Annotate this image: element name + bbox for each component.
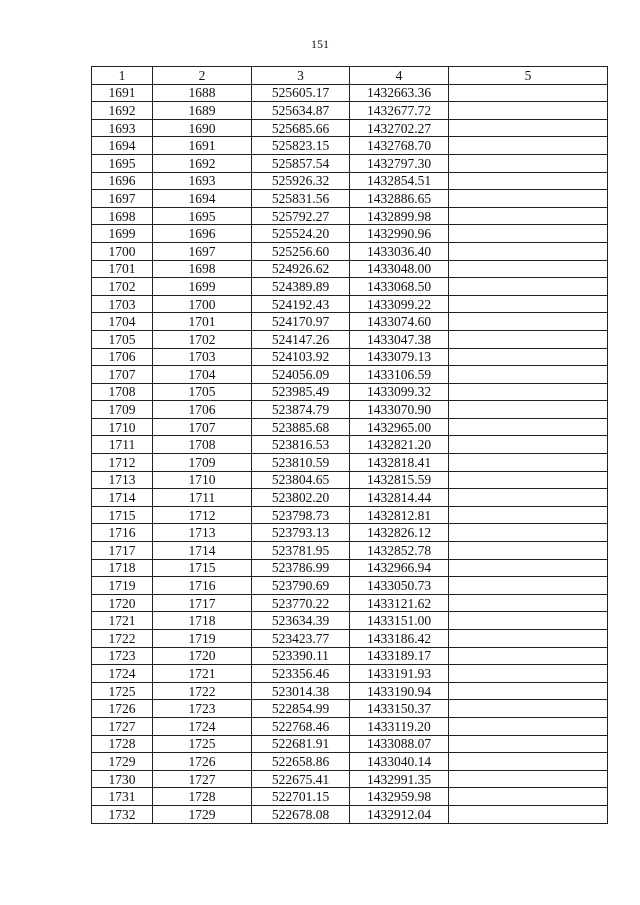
row-number-cell: 1698 <box>92 207 153 225</box>
x-coordinate-cell: 523770.22 <box>252 594 350 612</box>
y-coordinate-cell: 1432677.72 <box>350 102 449 120</box>
table-row <box>92 190 608 208</box>
point-number-cell: 1726 <box>153 753 252 771</box>
note-cell <box>449 805 608 823</box>
row-number-cell: 1700 <box>92 242 153 260</box>
table-row <box>92 154 608 172</box>
row-number-cell: 1695 <box>92 154 153 172</box>
x-coordinate-cell: 525605.17 <box>252 84 350 102</box>
y-coordinate-cell: 1433186.42 <box>350 630 449 648</box>
y-coordinate-cell: 1432814.44 <box>350 489 449 507</box>
row-number-cell: 1731 <box>92 788 153 806</box>
note-cell <box>449 366 608 384</box>
x-coordinate-cell: 522701.15 <box>252 788 350 806</box>
table-row <box>92 594 608 612</box>
note-cell <box>449 630 608 648</box>
table-row <box>92 366 608 384</box>
table-row <box>92 295 608 313</box>
x-coordinate-cell: 525926.32 <box>252 172 350 190</box>
table-row <box>92 313 608 331</box>
x-coordinate-cell: 523816.53 <box>252 436 350 454</box>
y-coordinate-cell: 1433048.00 <box>350 260 449 278</box>
y-coordinate-cell: 1432966.94 <box>350 559 449 577</box>
point-number-cell: 1702 <box>153 330 252 348</box>
x-coordinate-cell: 522678.08 <box>252 805 350 823</box>
row-number-cell: 1691 <box>92 84 153 102</box>
point-number-cell: 1714 <box>153 542 252 560</box>
y-coordinate-cell: 1432815.59 <box>350 471 449 489</box>
point-number-cell: 1720 <box>153 647 252 665</box>
y-coordinate-cell: 1432797.30 <box>350 154 449 172</box>
x-coordinate-cell: 524103.92 <box>252 348 350 366</box>
table-row <box>92 682 608 700</box>
point-number-cell: 1694 <box>153 190 252 208</box>
x-coordinate-cell: 522854.99 <box>252 700 350 718</box>
x-coordinate-cell: 523885.68 <box>252 418 350 436</box>
point-number-cell: 1729 <box>153 805 252 823</box>
y-coordinate-cell: 1432959.98 <box>350 788 449 806</box>
note-cell <box>449 524 608 542</box>
point-number-cell: 1696 <box>153 225 252 243</box>
note-cell <box>449 190 608 208</box>
row-number-cell: 1703 <box>92 295 153 313</box>
note-cell <box>449 401 608 419</box>
point-number-cell: 1727 <box>153 770 252 788</box>
x-coordinate-cell: 523985.49 <box>252 383 350 401</box>
y-coordinate-cell: 1432990.96 <box>350 225 449 243</box>
x-coordinate-cell: 522675.41 <box>252 770 350 788</box>
table-row <box>92 647 608 665</box>
row-number-cell: 1708 <box>92 383 153 401</box>
note-cell <box>449 454 608 472</box>
row-number-cell: 1723 <box>92 647 153 665</box>
table-row <box>92 102 608 120</box>
x-coordinate-cell: 525685.66 <box>252 119 350 137</box>
x-coordinate-cell: 524389.89 <box>252 278 350 296</box>
row-number-cell: 1702 <box>92 278 153 296</box>
table-row <box>92 805 608 823</box>
table-row <box>92 577 608 595</box>
table-row <box>92 260 608 278</box>
note-cell <box>449 612 608 630</box>
table-body <box>92 84 608 823</box>
row-number-cell: 1729 <box>92 753 153 771</box>
point-number-cell: 1703 <box>153 348 252 366</box>
y-coordinate-cell: 1432821.20 <box>350 436 449 454</box>
y-coordinate-cell: 1432826.12 <box>350 524 449 542</box>
x-coordinate-cell: 522768.46 <box>252 717 350 735</box>
note-cell <box>449 647 608 665</box>
x-coordinate-cell: 523798.73 <box>252 506 350 524</box>
y-coordinate-cell: 1433099.32 <box>350 383 449 401</box>
table-row <box>92 524 608 542</box>
x-coordinate-cell: 523781.95 <box>252 542 350 560</box>
row-number-cell: 1727 <box>92 717 153 735</box>
y-coordinate-cell: 1433079.13 <box>350 348 449 366</box>
x-coordinate-cell: 524056.09 <box>252 366 350 384</box>
note-cell <box>449 665 608 683</box>
note-cell <box>449 225 608 243</box>
note-cell <box>449 172 608 190</box>
y-coordinate-cell: 1433088.07 <box>350 735 449 753</box>
y-coordinate-cell: 1432818.41 <box>350 454 449 472</box>
row-number-cell: 1699 <box>92 225 153 243</box>
table-row <box>92 489 608 507</box>
note-cell <box>449 207 608 225</box>
note-cell <box>449 119 608 137</box>
point-number-cell: 1693 <box>153 172 252 190</box>
row-number-cell: 1714 <box>92 489 153 507</box>
y-coordinate-cell: 1432886.65 <box>350 190 449 208</box>
table-row <box>92 454 608 472</box>
y-coordinate-cell: 1432965.00 <box>350 418 449 436</box>
point-number-cell: 1710 <box>153 471 252 489</box>
note-cell <box>449 137 608 155</box>
column-header-3: 3 <box>252 67 350 85</box>
y-coordinate-cell: 1433190.94 <box>350 682 449 700</box>
point-number-cell: 1721 <box>153 665 252 683</box>
note-cell <box>449 330 608 348</box>
x-coordinate-cell: 523793.13 <box>252 524 350 542</box>
point-number-cell: 1712 <box>153 506 252 524</box>
y-coordinate-cell: 1433074.60 <box>350 313 449 331</box>
y-coordinate-cell: 1432854.51 <box>350 172 449 190</box>
row-number-cell: 1718 <box>92 559 153 577</box>
note-cell <box>449 577 608 595</box>
note-cell <box>449 383 608 401</box>
point-number-cell: 1697 <box>153 242 252 260</box>
table-row <box>92 383 608 401</box>
note-cell <box>449 348 608 366</box>
point-number-cell: 1715 <box>153 559 252 577</box>
point-number-cell: 1723 <box>153 700 252 718</box>
x-coordinate-cell: 525256.60 <box>252 242 350 260</box>
x-coordinate-cell: 523874.79 <box>252 401 350 419</box>
row-number-cell: 1711 <box>92 436 153 454</box>
row-number-cell: 1697 <box>92 190 153 208</box>
y-coordinate-cell: 1432899.98 <box>350 207 449 225</box>
table-row <box>92 119 608 137</box>
note-cell <box>449 154 608 172</box>
column-header-1: 1 <box>92 67 153 85</box>
table-row <box>92 225 608 243</box>
row-number-cell: 1710 <box>92 418 153 436</box>
table-row <box>92 612 608 630</box>
table-row <box>92 84 608 102</box>
note-cell <box>449 260 608 278</box>
y-coordinate-cell: 1432663.36 <box>350 84 449 102</box>
y-coordinate-cell: 1433070.90 <box>350 401 449 419</box>
table-row <box>92 207 608 225</box>
point-number-cell: 1713 <box>153 524 252 542</box>
table-row <box>92 770 608 788</box>
note-cell <box>449 506 608 524</box>
point-number-cell: 1688 <box>153 84 252 102</box>
table-row <box>92 788 608 806</box>
note-cell <box>449 436 608 454</box>
row-number-cell: 1719 <box>92 577 153 595</box>
note-cell <box>449 242 608 260</box>
x-coordinate-cell: 523014.38 <box>252 682 350 700</box>
table-row <box>92 242 608 260</box>
point-number-cell: 1689 <box>153 102 252 120</box>
table-row <box>92 348 608 366</box>
point-number-cell: 1701 <box>153 313 252 331</box>
point-number-cell: 1717 <box>153 594 252 612</box>
y-coordinate-cell: 1433119.20 <box>350 717 449 735</box>
table-row <box>92 717 608 735</box>
note-cell <box>449 542 608 560</box>
table-row <box>92 418 608 436</box>
x-coordinate-cell: 525634.87 <box>252 102 350 120</box>
point-number-cell: 1711 <box>153 489 252 507</box>
note-cell <box>449 594 608 612</box>
table-row <box>92 401 608 419</box>
note-cell <box>449 559 608 577</box>
x-coordinate-cell: 523810.59 <box>252 454 350 472</box>
point-number-cell: 1719 <box>153 630 252 648</box>
x-coordinate-cell: 525857.54 <box>252 154 350 172</box>
note-cell <box>449 735 608 753</box>
point-number-cell: 1695 <box>153 207 252 225</box>
table-row <box>92 700 608 718</box>
table-row <box>92 278 608 296</box>
point-number-cell: 1728 <box>153 788 252 806</box>
row-number-cell: 1712 <box>92 454 153 472</box>
point-number-cell: 1699 <box>153 278 252 296</box>
note-cell <box>449 418 608 436</box>
row-number-cell: 1715 <box>92 506 153 524</box>
y-coordinate-cell: 1433040.14 <box>350 753 449 771</box>
table-row <box>92 630 608 648</box>
x-coordinate-cell: 524170.97 <box>252 313 350 331</box>
table-row <box>92 542 608 560</box>
point-number-cell: 1716 <box>153 577 252 595</box>
x-coordinate-cell: 525823.15 <box>252 137 350 155</box>
point-number-cell: 1709 <box>153 454 252 472</box>
row-number-cell: 1713 <box>92 471 153 489</box>
row-number-cell: 1728 <box>92 735 153 753</box>
x-coordinate-cell: 523802.20 <box>252 489 350 507</box>
note-cell <box>449 278 608 296</box>
x-coordinate-cell: 523390.11 <box>252 647 350 665</box>
note-cell <box>449 753 608 771</box>
y-coordinate-cell: 1432912.04 <box>350 805 449 823</box>
row-number-cell: 1696 <box>92 172 153 190</box>
note-cell <box>449 295 608 313</box>
row-number-cell: 1724 <box>92 665 153 683</box>
x-coordinate-cell: 524192.43 <box>252 295 350 313</box>
row-number-cell: 1701 <box>92 260 153 278</box>
row-number-cell: 1692 <box>92 102 153 120</box>
point-number-cell: 1724 <box>153 717 252 735</box>
y-coordinate-cell: 1433189.17 <box>350 647 449 665</box>
x-coordinate-cell: 523786.99 <box>252 559 350 577</box>
y-coordinate-cell: 1432702.27 <box>350 119 449 137</box>
row-number-cell: 1717 <box>92 542 153 560</box>
y-coordinate-cell: 1432768.70 <box>350 137 449 155</box>
column-header-2: 2 <box>153 67 252 85</box>
x-coordinate-cell: 525792.27 <box>252 207 350 225</box>
coordinates-table <box>91 66 608 824</box>
point-number-cell: 1708 <box>153 436 252 454</box>
y-coordinate-cell: 1432991.35 <box>350 770 449 788</box>
x-coordinate-cell: 522681.91 <box>252 735 350 753</box>
note-cell <box>449 770 608 788</box>
point-number-cell: 1690 <box>153 119 252 137</box>
row-number-cell: 1726 <box>92 700 153 718</box>
y-coordinate-cell: 1433151.00 <box>350 612 449 630</box>
x-coordinate-cell: 523634.39 <box>252 612 350 630</box>
row-number-cell: 1732 <box>92 805 153 823</box>
table-header-row <box>92 67 608 85</box>
table-row <box>92 665 608 683</box>
row-number-cell: 1730 <box>92 770 153 788</box>
note-cell <box>449 489 608 507</box>
point-number-cell: 1722 <box>153 682 252 700</box>
x-coordinate-cell: 522658.86 <box>252 753 350 771</box>
x-coordinate-cell: 523790.69 <box>252 577 350 595</box>
point-number-cell: 1692 <box>153 154 252 172</box>
y-coordinate-cell: 1433099.22 <box>350 295 449 313</box>
point-number-cell: 1705 <box>153 383 252 401</box>
table-row <box>92 172 608 190</box>
point-number-cell: 1706 <box>153 401 252 419</box>
table-row <box>92 137 608 155</box>
row-number-cell: 1725 <box>92 682 153 700</box>
column-header-4: 4 <box>350 67 449 85</box>
row-number-cell: 1707 <box>92 366 153 384</box>
table-row <box>92 753 608 771</box>
row-number-cell: 1709 <box>92 401 153 419</box>
note-cell <box>449 313 608 331</box>
y-coordinate-cell: 1433121.62 <box>350 594 449 612</box>
row-number-cell: 1716 <box>92 524 153 542</box>
y-coordinate-cell: 1433150.37 <box>350 700 449 718</box>
table-row <box>92 506 608 524</box>
y-coordinate-cell: 1433050.73 <box>350 577 449 595</box>
y-coordinate-cell: 1433068.50 <box>350 278 449 296</box>
point-number-cell: 1698 <box>153 260 252 278</box>
y-coordinate-cell: 1432852.78 <box>350 542 449 560</box>
point-number-cell: 1704 <box>153 366 252 384</box>
note-cell <box>449 717 608 735</box>
page-number: 151 <box>311 37 329 51</box>
x-coordinate-cell: 523356.46 <box>252 665 350 683</box>
table-row <box>92 436 608 454</box>
y-coordinate-cell: 1433106.59 <box>350 366 449 384</box>
y-coordinate-cell: 1432812.81 <box>350 506 449 524</box>
table-row <box>92 559 608 577</box>
note-cell <box>449 102 608 120</box>
row-number-cell: 1722 <box>92 630 153 648</box>
point-number-cell: 1725 <box>153 735 252 753</box>
row-number-cell: 1706 <box>92 348 153 366</box>
row-number-cell: 1694 <box>92 137 153 155</box>
column-header-5: 5 <box>449 67 608 85</box>
x-coordinate-cell: 523423.77 <box>252 630 350 648</box>
y-coordinate-cell: 1433047.38 <box>350 330 449 348</box>
point-number-cell: 1691 <box>153 137 252 155</box>
row-number-cell: 1721 <box>92 612 153 630</box>
row-number-cell: 1705 <box>92 330 153 348</box>
note-cell <box>449 682 608 700</box>
row-number-cell: 1693 <box>92 119 153 137</box>
x-coordinate-cell: 523804.65 <box>252 471 350 489</box>
note-cell <box>449 788 608 806</box>
note-cell <box>449 700 608 718</box>
x-coordinate-cell: 525831.56 <box>252 190 350 208</box>
y-coordinate-cell: 1433036.40 <box>350 242 449 260</box>
table-row <box>92 735 608 753</box>
x-coordinate-cell: 524926.62 <box>252 260 350 278</box>
row-number-cell: 1704 <box>92 313 153 331</box>
note-cell <box>449 84 608 102</box>
x-coordinate-cell: 525524.20 <box>252 225 350 243</box>
table-row <box>92 330 608 348</box>
y-coordinate-cell: 1433191.93 <box>350 665 449 683</box>
table-row <box>92 471 608 489</box>
row-number-cell: 1720 <box>92 594 153 612</box>
point-number-cell: 1718 <box>153 612 252 630</box>
point-number-cell: 1700 <box>153 295 252 313</box>
note-cell <box>449 471 608 489</box>
x-coordinate-cell: 524147.26 <box>252 330 350 348</box>
point-number-cell: 1707 <box>153 418 252 436</box>
